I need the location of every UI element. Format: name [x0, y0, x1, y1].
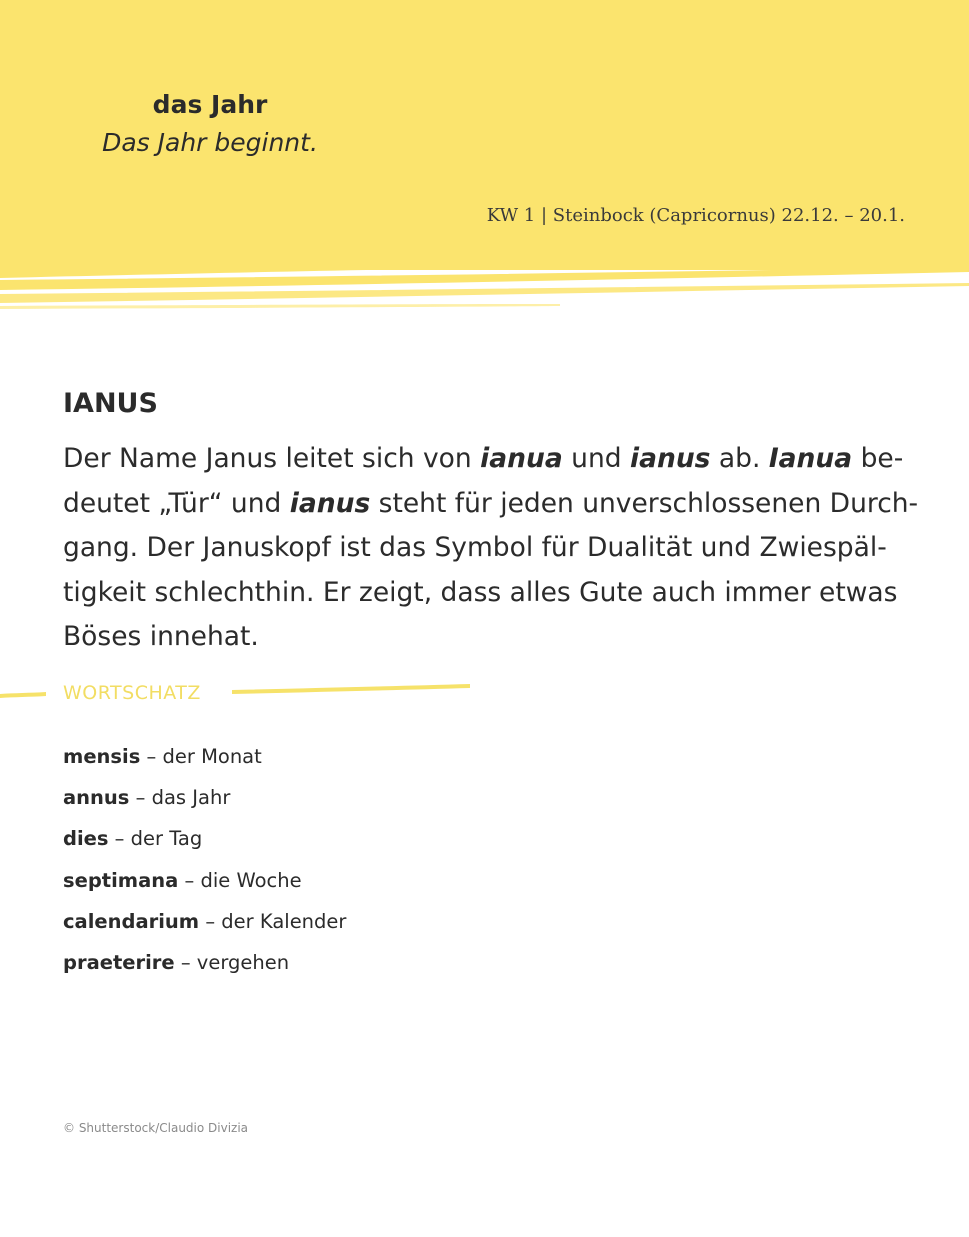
body-text-segment: Der Name Janus leitet sich von: [63, 443, 481, 474]
body-line: [63, 571, 923, 616]
latin-term: ianus: [289, 487, 371, 519]
vocab-term: dies: [63, 827, 109, 851]
vocab-term: annus: [63, 786, 130, 810]
body-text-segment: und: [562, 443, 630, 474]
vocab-item: [63, 860, 346, 901]
body-line: [63, 615, 923, 660]
body-line: [63, 437, 923, 482]
vocab-meaning: – der Monat: [140, 745, 262, 768]
body-text-segment: be-: [852, 443, 904, 474]
latin-term: ianua: [480, 443, 563, 474]
vocab-term: praeterire: [63, 951, 175, 975]
vocab-item: [63, 942, 346, 983]
body-line: [63, 526, 923, 571]
vocab-term: calendarium: [63, 909, 200, 933]
latin-term: ianus: [629, 443, 711, 474]
body-text-segment: deutet „Tür“ und: [63, 487, 290, 519]
week-info: KW 1 | Steinbock (Capricornus) 22.12. – 20.1.: [486, 205, 905, 226]
vocab-meaning: – das Jahr: [129, 786, 231, 810]
vocab-item: [63, 818, 346, 859]
vocab-term: mensis: [63, 745, 141, 768]
body-text-segment: gang. Der Januskopf ist das Symbol für Dualität und Zwiespäl-: [63, 532, 887, 563]
body-line: [63, 482, 923, 527]
latin-term: Ianua: [768, 443, 853, 474]
header-word: das Jahr: [152, 90, 268, 119]
body-text-segment: ab.: [710, 443, 769, 474]
body-text-segment: steht für jeden unverschlossenen Durch-: [370, 487, 919, 519]
body-text-segment: Böses innehat.: [63, 621, 259, 652]
vocab-item: [63, 736, 346, 777]
vocab-list: [63, 736, 346, 983]
vocab-meaning: – der Tag: [108, 827, 203, 851]
vocab-meaning: – vergehen: [174, 951, 290, 975]
body-text-segment: tigkeit schlechthin. Er zeigt, dass alles Gute auch immer etwas: [63, 576, 898, 608]
vocab-heading: WORTSCHATZ: [63, 682, 201, 704]
brush-stroke-divider: [0, 250, 969, 320]
article-body: [63, 437, 923, 660]
vocab-meaning: – die Woche: [178, 868, 302, 892]
header-sentence: Das Jahr beginnt.: [102, 128, 318, 157]
section-title: IANUS: [63, 388, 158, 419]
vocab-meaning: – der Kalender: [199, 909, 347, 933]
photo-credit: © Shutterstock/Claudio Divizia: [63, 1121, 249, 1135]
vocab-item: [63, 777, 346, 818]
vocab-term: septimana: [63, 868, 179, 892]
vocab-item: [63, 901, 346, 942]
